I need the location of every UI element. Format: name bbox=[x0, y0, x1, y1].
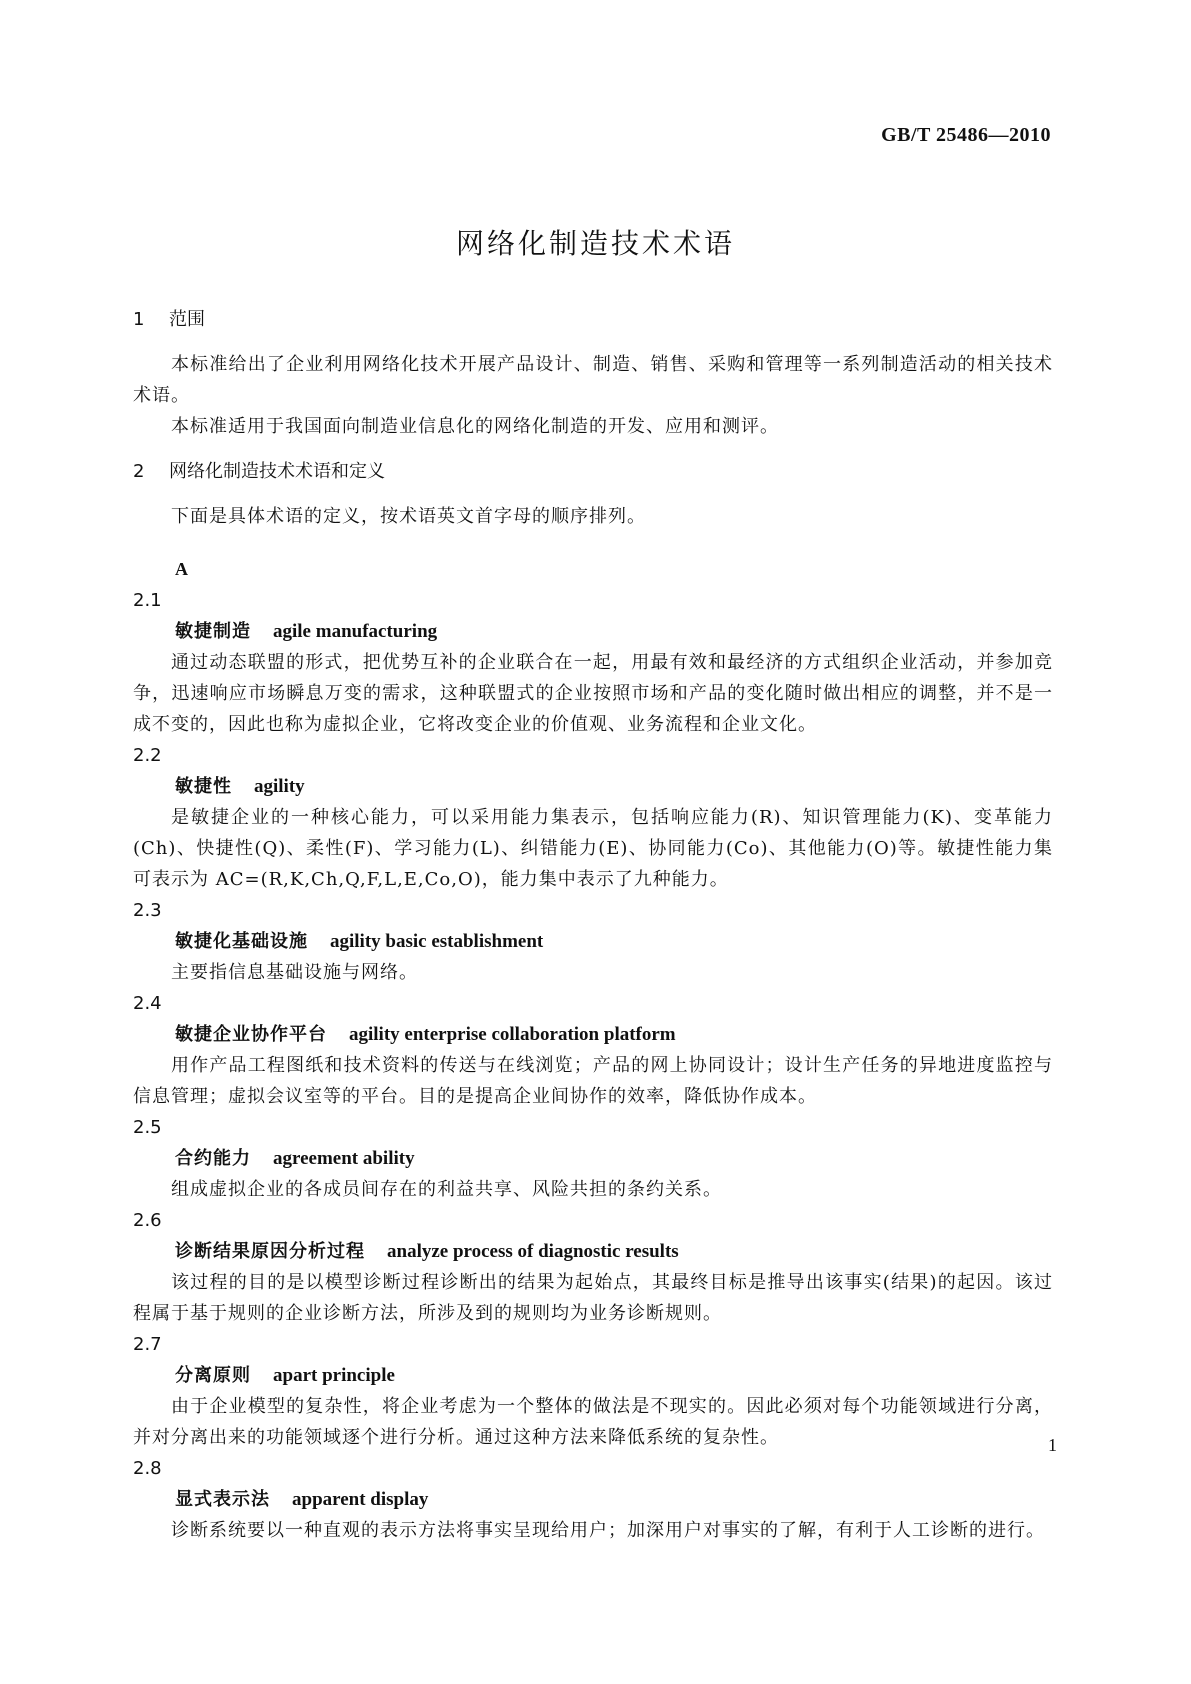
term-definition: 由于企业模型的复杂性，将企业考虑为一个整体的做法是不现实的。因此必须对每个功能领域进行分离，并对分离出来的功能领域逐个进行分析。通过这种方法来降低系统的复杂性。 bbox=[133, 1396, 1053, 1448]
term-chinese: 显式表示法 bbox=[175, 1489, 270, 1510]
term-chinese: 敏捷企业协作平台 bbox=[175, 1024, 327, 1045]
document-body bbox=[133, 304, 1053, 1546]
term-entry bbox=[133, 988, 1053, 1112]
term-entry bbox=[133, 1112, 1053, 1205]
section-number: 1 bbox=[133, 309, 145, 330]
term-definition: 是敏捷企业的一种核心能力，可以采用能力集表示，包括响应能力(R)、知识管理能力(K)、变革能力(Ch)、快捷性(Q)、柔性(F)、学习能力(L)、纠错能力(E)、协同能力(Co)、其他能力(O)等。敏捷性能力集可表示为 AC=(R,K,Ch,Q,F,L,E,Co,O)，能力集中表示了九种能力。 bbox=[133, 807, 1053, 890]
section-heading bbox=[133, 456, 1053, 487]
term-name bbox=[133, 616, 1053, 647]
term-number: 2.3 bbox=[133, 900, 162, 921]
term-chinese: 敏捷化基础设施 bbox=[175, 931, 308, 952]
term-chinese: 敏捷制造 bbox=[175, 621, 251, 642]
term-name bbox=[133, 1236, 1053, 1267]
term-name bbox=[133, 1484, 1053, 1515]
term-entry bbox=[133, 1205, 1053, 1329]
document-code: GB/T 25486—2010 bbox=[881, 124, 1051, 146]
term-number: 2.7 bbox=[133, 1334, 162, 1355]
term-name bbox=[133, 771, 1053, 802]
page-number: 1 bbox=[1048, 1435, 1057, 1455]
term-number: 2.1 bbox=[133, 590, 162, 611]
term-definition: 通过动态联盟的形式，把优势互补的企业联合在一起，用最有效和最经济的方式组织企业活动，并参加竞争，迅速响应市场瞬息万变的需求，这种联盟式的企业按照市场和产品的变化随时做出相应的调整，并不是一成不变的，因此也称为虚拟企业，它将改变企业的价值观、业务流程和企业文化。 bbox=[133, 652, 1053, 735]
section-title: 网络化制造技术术语和定义 bbox=[169, 461, 385, 482]
term-name bbox=[133, 1019, 1053, 1050]
letter-heading: A bbox=[175, 559, 188, 579]
term-definition: 诊断系统要以一种直观的表示方法将事实呈现给用户；加深用户对事实的了解，有利于人工诊断的进行。 bbox=[171, 1520, 1045, 1541]
term-entry bbox=[133, 740, 1053, 895]
term-chinese: 合约能力 bbox=[175, 1148, 251, 1169]
term-definition: 用作产品工程图纸和技术资料的传送与在线浏览；产品的网上协同设计；设计生产任务的异地进度监控与信息管理；虚拟会议室等的平台。目的是提高企业间协作的效率，降低协作成本。 bbox=[133, 1055, 1053, 1107]
term-entry bbox=[133, 1453, 1053, 1546]
term-entry bbox=[133, 1329, 1053, 1453]
term-chinese: 敏捷性 bbox=[175, 776, 232, 797]
term-number: 2.5 bbox=[133, 1117, 162, 1138]
paragraph: 下面是具体术语的定义，按术语英文首字母的顺序排列。 bbox=[171, 506, 646, 527]
term-number: 2.6 bbox=[133, 1210, 162, 1231]
term-definition: 主要指信息基础设施与网络。 bbox=[171, 962, 418, 983]
term-english: agility enterprise collaboration platform bbox=[349, 1024, 676, 1045]
page-title: 网络化制造技术术语 bbox=[455, 227, 735, 260]
term-english: agility bbox=[254, 776, 305, 797]
term-number: 2.2 bbox=[133, 745, 162, 766]
term-definition: 组成虚拟企业的各成员间存在的利益共享、风险共担的条约关系。 bbox=[171, 1179, 722, 1200]
section-number: 2 bbox=[133, 461, 145, 482]
term-english: agile manufacturing bbox=[273, 621, 438, 642]
term-chinese: 诊断结果原因分析过程 bbox=[175, 1241, 365, 1262]
term-name bbox=[133, 1143, 1053, 1174]
term-english: agreement ability bbox=[273, 1148, 415, 1169]
term-chinese: 分离原则 bbox=[175, 1365, 251, 1386]
term-entry bbox=[133, 895, 1053, 988]
term-number: 2.4 bbox=[133, 993, 162, 1014]
term-english: agility basic establishment bbox=[330, 931, 544, 952]
term-english: apart principle bbox=[273, 1365, 395, 1386]
paragraph: 本标准适用于我国面向制造业信息化的网络化制造的开发、应用和测评。 bbox=[171, 416, 779, 437]
term-definition: 该过程的目的是以模型诊断过程诊断出的结果为起始点，其最终目标是推导出该事实(结果)的起因。该过程属于基于规则的企业诊断方法，所涉及到的规则均为业务诊断规则。 bbox=[133, 1272, 1053, 1324]
term-entry bbox=[133, 585, 1053, 740]
section-heading bbox=[133, 304, 1053, 335]
term-english: apparent display bbox=[292, 1489, 429, 1510]
section-title: 范围 bbox=[169, 309, 205, 330]
paragraph: 本标准给出了企业利用网络化技术开展产品设计、制造、销售、采购和管理等一系列制造活动的相关技术术语。 bbox=[133, 354, 1053, 406]
term-number: 2.8 bbox=[133, 1458, 162, 1479]
term-name bbox=[133, 1360, 1053, 1391]
term-english: analyze process of diagnostic results bbox=[387, 1241, 679, 1262]
term-name bbox=[133, 926, 1053, 957]
